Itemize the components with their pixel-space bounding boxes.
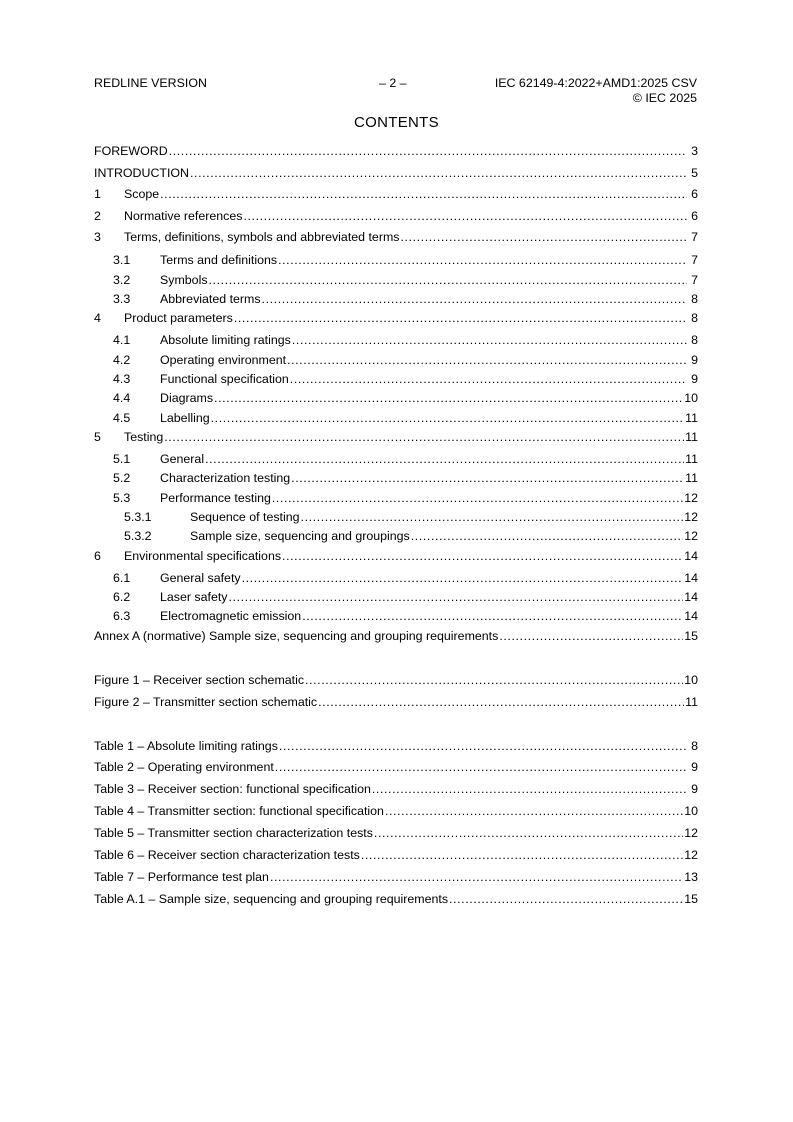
toc-dot-leader — [214, 391, 683, 405]
toc-dot-leader — [242, 571, 684, 585]
toc-entry-page: 3 — [691, 144, 698, 158]
toc-dot-leader — [243, 209, 687, 223]
toc-dot-leader — [169, 144, 687, 158]
toc-entry[interactable] — [94, 848, 698, 862]
toc-entry-page: 12 — [684, 529, 698, 543]
toc-entry-page: 11 — [685, 695, 698, 709]
toc-entry-label: Table 6 – Receiver section characterization tests — [94, 848, 360, 862]
toc-entry-page: 12 — [684, 510, 698, 524]
toc-entry-number: 5.1 — [113, 452, 131, 466]
toc-entry-label: Symbols — [160, 273, 208, 287]
toc-entry-page: 11 — [685, 411, 698, 425]
toc-dot-leader — [305, 673, 683, 687]
toc-entry[interactable] — [94, 230, 698, 244]
toc-dot-leader — [275, 760, 687, 774]
toc-entry[interactable] — [94, 311, 698, 325]
toc-entry[interactable] — [94, 292, 698, 306]
toc-entry-page: 9 — [691, 782, 698, 796]
header-copyright: © IEC 2025 — [632, 90, 697, 105]
toc-entry-number: 4.1 — [113, 333, 131, 347]
toc-entry-label: Table A.1 – Sample size, sequencing and grouping requirements — [94, 892, 449, 906]
toc-entry[interactable] — [94, 870, 698, 884]
toc-entry[interactable] — [94, 629, 698, 643]
toc-entry[interactable] — [94, 695, 698, 709]
toc-dot-leader — [290, 372, 687, 386]
toc-entry-label: Sample size, sequencing and groupings — [190, 529, 410, 543]
toc-entry-number: 1 — [94, 187, 101, 201]
toc-entry-page: 12 — [684, 826, 698, 840]
toc-entry-label: Abbreviated terms — [160, 292, 261, 306]
toc-entry-label: Annex A (normative) Sample size, sequencing and grouping requirements — [94, 629, 499, 643]
toc-entry-label: Scope — [124, 187, 160, 201]
toc-entry[interactable] — [94, 739, 698, 753]
toc-entry-label: Figure 2 – Transmitter section schematic — [94, 695, 318, 709]
toc-entry-page: 7 — [691, 230, 698, 244]
header-standard-code: IEC 62149-4:2022+AMD1:2025 CSV — [494, 76, 697, 90]
toc-dot-leader — [211, 411, 685, 425]
toc-entry-page: 14 — [684, 571, 698, 585]
toc-entry-label: Table 7 – Performance test plan — [94, 870, 269, 884]
toc-entry[interactable] — [94, 609, 698, 623]
toc-entry[interactable] — [94, 491, 698, 505]
toc-entry-page: 8 — [691, 292, 698, 306]
toc-entry-label: Terms, definitions, symbols and abbreviated terms — [124, 230, 400, 244]
toc-entry-label: Electromagnetic emission — [160, 609, 302, 623]
toc-entry[interactable] — [94, 166, 698, 180]
toc-entry-page: 9 — [691, 372, 698, 386]
toc-entry[interactable] — [94, 549, 698, 563]
toc-entry-label: Environmental specifications — [124, 549, 282, 563]
toc-entry-label: Table 1 – Absolute limiting ratings — [94, 739, 278, 753]
toc-entry-number: 4.2 — [113, 353, 131, 367]
toc-entry-page: 11 — [685, 471, 698, 485]
toc-entry-page: 8 — [691, 333, 698, 347]
toc-entry[interactable] — [94, 510, 698, 524]
toc-entry-page: 14 — [684, 609, 698, 623]
toc-entry[interactable] — [94, 804, 698, 818]
toc-entry[interactable] — [94, 760, 698, 774]
toc-dot-leader — [190, 166, 687, 180]
toc-entry-label: Laser safety — [160, 590, 228, 604]
toc-entry[interactable] — [94, 144, 698, 158]
toc-entry-page: 7 — [691, 253, 698, 267]
toc-entry-label: FOREWORD — [94, 144, 168, 158]
toc-entry-label: Normative references — [124, 209, 243, 223]
toc-entry-page: 13 — [684, 870, 698, 884]
header-version: REDLINE VERSION — [94, 76, 207, 90]
toc-entry-label: INTRODUCTION — [94, 166, 189, 180]
toc-entry-label: Absolute limiting ratings — [160, 333, 291, 347]
toc-entry[interactable] — [94, 571, 698, 585]
toc-entry[interactable] — [94, 529, 698, 543]
toc-entry[interactable] — [94, 892, 698, 906]
toc-entry-page: 14 — [684, 590, 698, 604]
toc-entry-number: 4.3 — [113, 372, 131, 386]
toc-entry-page: 5 — [691, 166, 698, 180]
toc-entry-page: 11 — [685, 452, 698, 466]
toc-entry-label: Table 3 – Receiver section: functional specification — [94, 782, 371, 796]
toc-entry-page: 9 — [691, 760, 698, 774]
toc-dot-leader — [270, 870, 683, 884]
toc-dot-leader — [282, 549, 683, 563]
toc-entry-page: 10 — [684, 391, 698, 405]
toc-entry-number: 3.1 — [113, 253, 131, 267]
toc-entry-page: 8 — [691, 739, 698, 753]
toc-entry-page: 6 — [691, 187, 698, 201]
toc-entry-label: General — [160, 452, 205, 466]
toc-entry-page: 12 — [684, 848, 698, 862]
toc-entry-page: 15 — [684, 629, 698, 643]
header-standard-id — [495, 76, 697, 105]
toc-dot-leader — [205, 452, 684, 466]
toc-dot-leader — [272, 491, 683, 505]
toc-dot-leader — [160, 187, 687, 201]
toc-entry-label: Performance testing — [160, 491, 271, 505]
toc-entry-number: 5 — [94, 430, 101, 444]
toc-entry[interactable] — [94, 826, 698, 840]
toc-entry-label: Figure 1 – Receiver section schematic — [94, 673, 305, 687]
toc-dot-leader — [385, 804, 683, 818]
toc-entry-number: 2 — [94, 209, 101, 223]
toc-entry[interactable] — [94, 372, 698, 386]
toc-dot-leader — [278, 253, 687, 267]
toc-entry-number: 5.3.2 — [124, 529, 152, 543]
toc-entry[interactable] — [94, 411, 698, 425]
toc-entry-number: 6.3 — [113, 609, 131, 623]
toc-entry-label: Table 4 – Transmitter section: functional specification — [94, 804, 384, 818]
toc-entry-number: 6 — [94, 549, 101, 563]
header-page-number: – 2 – — [379, 76, 407, 90]
toc-dot-leader — [372, 782, 687, 796]
toc-entry-number: 5.3.1 — [124, 510, 152, 524]
toc-dot-leader — [209, 273, 687, 287]
toc-dot-leader — [400, 230, 687, 244]
toc-entry-number: 3.2 — [113, 273, 131, 287]
toc-dot-leader — [374, 826, 683, 840]
toc-entry[interactable] — [94, 187, 698, 201]
toc-entry[interactable] — [94, 209, 698, 223]
toc-entry[interactable] — [94, 353, 698, 367]
toc-entry[interactable] — [94, 590, 698, 604]
toc-entry-page: 15 — [684, 892, 698, 906]
toc-entry-page: 10 — [684, 804, 698, 818]
toc-entry-page: 9 — [691, 353, 698, 367]
toc-entry[interactable] — [94, 673, 698, 687]
toc-entry[interactable] — [94, 430, 698, 444]
toc-entry-page: 12 — [684, 491, 698, 505]
toc-entry-number: 5.3 — [113, 491, 131, 505]
toc-entry-number: 6.1 — [113, 571, 131, 585]
toc-entry-page: 7 — [691, 273, 698, 287]
toc-entry-label: Terms and definitions — [160, 253, 278, 267]
toc-dot-leader — [262, 292, 687, 306]
toc-entry[interactable] — [94, 253, 698, 267]
toc-entry-page: 8 — [691, 311, 698, 325]
toc-entry-label: Table 5 – Transmitter section characterization tests — [94, 826, 373, 840]
toc-entry-number: 5.2 — [113, 471, 131, 485]
toc-entry-label: Testing — [124, 430, 164, 444]
toc-entry-label: Sequence of testing — [190, 510, 300, 524]
toc-dot-leader — [279, 739, 687, 753]
toc-dot-leader — [292, 333, 687, 347]
toc-dot-leader — [229, 590, 684, 604]
toc-entry-label: General safety — [160, 571, 241, 585]
toc-entry-label: Characterization testing — [160, 471, 291, 485]
toc-entry-label: Operating environment — [160, 353, 287, 367]
toc-entry[interactable] — [94, 273, 698, 287]
toc-entry-page: 6 — [691, 209, 698, 223]
toc-dot-leader — [499, 629, 683, 643]
toc-entry-label: Diagrams — [160, 391, 214, 405]
toc-entry-page: 10 — [684, 673, 698, 687]
toc-entry-number: 4.4 — [113, 391, 131, 405]
toc-entry-label: Functional specification — [160, 372, 289, 386]
toc-entry-label: Labelling — [160, 411, 210, 425]
toc-entry[interactable] — [94, 452, 698, 466]
toc-dot-leader — [164, 430, 684, 444]
toc-dot-leader — [302, 609, 683, 623]
toc-entry[interactable] — [94, 471, 698, 485]
toc-entry[interactable] — [94, 391, 698, 405]
toc-entry-page: 11 — [685, 430, 698, 444]
toc-dot-leader — [287, 353, 687, 367]
toc-entry[interactable] — [94, 333, 698, 347]
toc-dot-leader — [291, 471, 684, 485]
toc-entry-label: Product parameters — [124, 311, 233, 325]
toc-dot-leader — [361, 848, 683, 862]
page-title: CONTENTS — [354, 114, 439, 131]
toc-entry-number: 4.5 — [113, 411, 131, 425]
toc-entry-number: 3 — [94, 230, 101, 244]
toc-dot-leader — [411, 529, 683, 543]
toc-dot-leader — [318, 695, 684, 709]
toc-dot-leader — [301, 510, 684, 524]
toc-dot-leader — [449, 892, 683, 906]
toc-entry-page: 14 — [684, 549, 698, 563]
toc-entry-label: Table 2 – Operating environment — [94, 760, 274, 774]
toc-entry-number: 6.2 — [113, 590, 131, 604]
toc-dot-leader — [234, 311, 687, 325]
toc-entry[interactable] — [94, 782, 698, 796]
toc-entry-number: 4 — [94, 311, 101, 325]
toc-entry-number: 3.3 — [113, 292, 131, 306]
